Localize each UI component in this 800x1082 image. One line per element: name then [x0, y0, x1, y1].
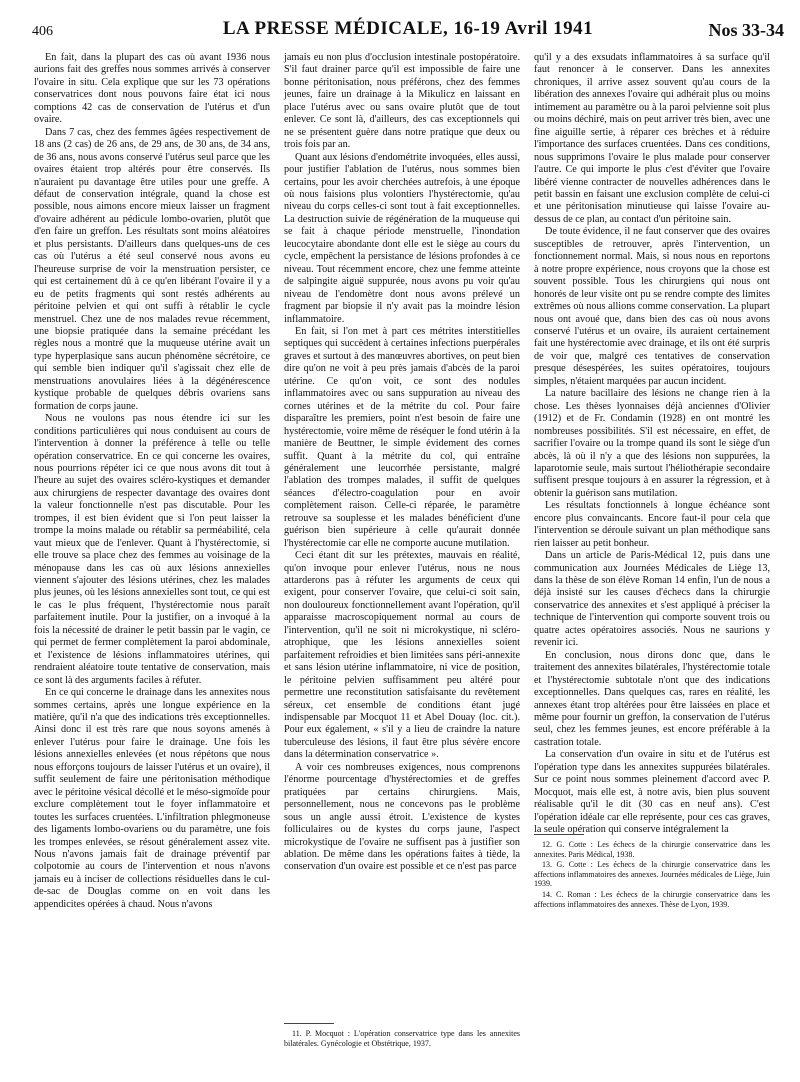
page-number: 406 — [32, 24, 53, 39]
issue-numbers: Nos 33-34 — [708, 20, 784, 40]
paragraph: En conclusion, nous dirons donc que, dans le traitement des annexites bilatérales, l'hystérectomie totale et l'hystérectomie subtotale n'ont que des indications exceptionnelles. Dans quelques cas, rares en réalité, les annexes étant trop altérées pour être laissées en place et même pour fournir un greffon, la conservation de l'utérus seul, chez les femmes jeunes, est encore préférable à la castration totale. — [534, 649, 770, 748]
paragraph: En ce qui concerne le drainage dans les annexites nous sommes certains, après une longue expérience en la matière, qu'il n'a que des indications très exceptionnelles. Ainsi donc il est très rare que nous soyons amenés à enlever l'utérus pour faire le drainage. Une fois les lésions annexielles enlevées (et nous répétons que nous nous efforçons toujours de laisser l'utérus et un ovaire), il suffit seulement de faire une péritonisation méthodique avec le péritoine vésical décollé et le méso-sigmoïde pour exclure complètement tout le foyer inflammatoire et toutes les surfaces cruentées. L'infiltration phlegmoneuse des ligaments lombo-ovariens ou du paramètre, une fois les trompes enlevées, se résout généralement assez vite. Nous n'avons jamais fait de drainage préventif par colpotomie au cours de l'intervention et nous n'avons jamais eu à inciser de collections résiduelles dans le cul-de-sac de Douglas comme on en voit dans les appendicites opérées à chaud. Nous n'avons — [34, 687, 270, 910]
text-column-3 — [534, 52, 770, 1072]
paragraph: A voir ces nombreuses exigences, nous comprenons l'énorme pourcentage d'hystérectomies et de greffes pratiquées par certains chirurgiens. Mais, personnellement, nous ne concevons pas le problème sous un angle aussi étroit. L'existence de kystes folliculaires ou de kystes du corps jaune, l'aspect microkystique de l'ovaire ne suffisent pas à justifier son ablation. De même dans les opérations faites à tiède, la conservation d'un ovaire est possible et ce n'est pas parce — [284, 761, 520, 873]
paragraph: Ceci étant dit sur les prétextes, mauvais en réalité, qu'on invoque pour enlever l'utérus, nous ne nous attarderons pas à réfuter les arguments de ceux qui exigent, pour conserver l'ovaire, que celui-ci soit sain, non douloureux fonctionnellement avant l'opération, qu'il apparaisse macroscopiquement normal au cours de l'intervention, qu'il ne soit ni microkystique, ni scléro-atrophique, que les lésions annexielles soient parfaitement refroidies et bien limitées sans péri-annexite et sans lésion utérine inflammatoire, ni vice de position, le péritoine pelvien suffisamment peu altéré pour permettre une reconstitution satisfaisante du revêtement séreux, cet ensemble de conditions étant jugé indispensable par Mocquot 11 et Abel Douay (loc. cit.). Pour eux également, « s'il y a lieu de craindre la nature tuberculeuse des lésions, il faut être plus sévère encore dans la détermination conservatrice ». — [284, 550, 520, 761]
journal-title: LA PRESSE MÉDICALE, 16-19 Avril 1941 — [222, 18, 594, 39]
paragraph: En fait, si l'on met à part ces métrites interstitielles septiques qui succèdent à certaines infections puerpérales graves et surtout à des manœuvres abortives, on peut bien dire qu'on ne voit à peu près jamais d'abcès de la paroi utérine. Ce qu'on voit, ce sont des nodules inflammatoires avec ou sans suppuration au niveau des cornes utérines et de la métrite du col. Pour faire disparaître les premiers, point n'est besoin de faire une hystérectomie, voire même de réséquer le fond utérin à la manière de Beuttner, le simple évidement des cornes suffit. Quant à la métrite du col, qui entraîne généralement une leucorrhée persistante, malgré l'ablation des trompes malades, il suffit de quelques séances d'électro-coagulation pour en avoir complètement raison. Celle-ci réparée, le paramètre retrouve sa souplesse et les malades bénéficient d'une guérison bien supérieure à celle qu'aurait donnée l'hystérectomie car elle ne comporte aucune mutilation. — [284, 325, 520, 549]
paragraph: Nous ne voulons pas nous étendre ici sur les conditions particulières qui nous conduisent au cours de l'intervention à donner la préférence à telle ou telle opération conservatrice. En ce qui concerne les ovaires, nous pourrions répéter ici ce que nous avons dit tout à l'heure au sujet des ovaires scléro-kystiques et demander aux chirurgiens de respecter davantage des ovaires dont la valeur fonctionnelle n'est pas discutable. Pour les trompes, il est bien évident que si l'on peut laisser la trompe la moins malade ou rétablir sa perméabilité, cela vaut mieux que de l'enlever. Quant à l'hystérectomie, si elle trouve sa place chez des femmes au voisinage de la ménopause dans les cas où aux lésions annexielles viennent s'ajouter des lésions utérines, chez les malades plus jeunes, où les lésions annexielles sont tout, ce qui est le cas le plus fréquent, l'hystérectomie nous paraît parfaitement inutile. Pour la justifier, on a invoqué à la fois la nécessité de drainer le petit bassin par le vagin, ce qui permet de fermer complètement la paroi abdominale, et l'existence de lésions inflammatoires utérines, qui rendraient aléatoire toute tentative de conservation, mais ce sont là des arguments faciles à réfuter. — [34, 413, 270, 686]
paragraph: qu'il y a des exsudats inflammatoires à sa surface qu'il faut renoncer à le conserver. Dans les annexites chroniques, il arrive assez souvent qu'au cours de la libération des annexes l'ovaire qui adhérait plus ou moins intimement au paramètre ou à la paroi pelvienne soit plus ou moins déchiré, mais on peut arriver très bien, avec une fine aiguille sertie, à réparer ces brèches et à réduire l'importance des surfaces cruentées. Dans ces conditions, nous supprimons l'ovaire le plus malade pour conserver l'autre. Ce qui importe le plus c'est d'éviter que l'ovaire libéré vienne contracter de nouvelles adhérences dans le petit bassin en faisant une exclusion complète de celui-ci et une péritonisation minutieuse qui laisse l'ovaire au-dessus de ce plan, au contact d'un péritoine sain. — [534, 52, 770, 225]
footnotes-column-3 — [534, 834, 770, 910]
paragraph: Quant aux lésions d'endométrite invoquées, elles aussi, pour justifier l'ablation de l'utérus, nous sommes bien certains, pour les avoir cherchées autrefois, à une époque où nous faisions plus volontiers l'hystérectomie, qu'au niveau du corps celles-ci sont tout à fait exceptionnelles. La destruction suivie de régénération de la muqueuse qui se fait à chaque période menstruelle, l'inondation leucocytaire abondante dont elle est le siège au cours du cycle, empêchent la persistance de lésions profondes à ce niveau. Tout récemment encore, chez une femme atteinte de salpingite aiguë suppurée, nous avons pu voir qu'au niveau de l'endomètre dont nous avons prélevé un fragment par biopsie il n'y avait pas la moindre lésion inflammatoire. — [284, 151, 520, 325]
paragraph: jamais eu non plus d'occlusion intestinale postopératoire. S'il faut drainer parce qu'il est impossible de faire une bonne péritonisation, nous préférons, chez des femmes jeunes, faire un drainage à la Mikulicz en laissant en place l'utérus avec ou sans ovaire plutôt que de tout enlever. Ce sont là, d'ailleurs, des cas exceptionnels qui ne se présentent guère dans notre pratique que deux ou trois fois par an. — [284, 52, 520, 151]
paragraph: De toute évidence, il ne faut conserver que des ovaires susceptibles de retrouver, après l'intervention, un fonctionnement normal. Mais, si nous nous en reportons à notre propre expérience, nous croyons que la chose est souvent possible. Tous les chirurgiens qui nous ont honorés de leur visite ont pu se rendre compte des limites extrêmes où nous allions comme conservation. La plupart nous ont avoué que, dans bien des cas où nous avons conservé l'utérus et un ovaire, ils auraient certainement fait une hystérectomie avec drainage, et ils ont été surpris de voir que, malgré ces tentatives de conservation presque désespérées, les suites opératoires, toujours simples, n'étaient marquées par aucun incident. — [534, 226, 770, 387]
text-column-2 — [284, 52, 520, 1072]
footnote-rule — [534, 834, 584, 835]
footnote: 11. P. Mocquot : L'opération conservatrice type dans les annexites bilatérales. Gynécologie et Obstétrique, 1937. — [284, 1029, 520, 1048]
footnote: 12. G. Cotte : Les échecs de la chirurgie conservatrice dans les annexites. Paris Médical, 1938. — [534, 840, 770, 859]
footnote: 13. G. Cotte : Les échecs de la chirurgie conservatrice dans les affections inflammatoires des annexes. Journées médicales de Liège, Juin 1939. — [534, 860, 770, 889]
footnote-rule — [284, 1023, 334, 1024]
paragraph: Les résultats fonctionnels à longue échéance sont encore plus convaincants. Encore faut-il pour cela que l'intervention se déroule suivant un plan méthodique sans rien laisser au petit bonheur. — [534, 500, 770, 549]
page-header — [32, 14, 784, 42]
paragraph: La conservation d'un ovaire in situ et de l'utérus est l'opération type dans les annexites suppurées bilatérales. Sur ce point nous sommes pleinement d'accord avec P. Mocquot, mais elle est, à notre avis, bien plus souvent réalisable qu'il le dit (30 cas en neuf ans). C'est l'opération idéale car elle représente, pour ces cas graves, la seule opération qui conserve intégralement la — [534, 749, 770, 836]
footnotes-column-2 — [284, 1023, 520, 1049]
paragraph: Dans un article de Paris-Médical 12, puis dans une communication aux Journées Médicales de Liège 13, dans la thèse de son élève Roman 14 enfin, l'un de nous a déjà insisté sur les causes d'échecs dans la chirurgie conservatrice des annexites et s'est appliqué à préciser la technique de l'intervention qui comporte souvent trois ou quatre actes opératoires associés. Nous ne saurions y revenir ici. — [534, 550, 770, 649]
text-column-1 — [34, 52, 270, 1072]
paragraph: En fait, dans la plupart des cas où avant 1936 nous aurions fait des greffes nous sommes arrivés à conserver l'ovaire in situ. Cela explique que sur les 73 opérations conservatrices dont nous pouvons faire état ici nous comptions 42 cas de conservation de l'utérus et d'un ovaire. — [34, 52, 270, 126]
paragraph: Dans 7 cas, chez des femmes âgées respectivement de 18 ans (2 cas) de 26 ans, de 29 ans, de 30 ans, de 34 ans, de 36 ans, nous avons conservé l'utérus seul parce que les ovaires étaient trop altérés pour être conservés. Ils n'auraient pu davantage être utiles pour une greffe. A défaut de conservation intégrale, quand la chose est possible, nous aimons encore mieux laisser un fragment d'ovaire adhérent au pédicule lombo-ovarien, plutôt que d'en faire un greffon. Les résultats sont moins aléatoires et plus persistants. D'ailleurs dans quelques-uns de ces cas où l'utérus a été seul conservé nous avons eu l'heureuse surprise de voir la menstruation persister, ce qui est certainement dû à ce qu'en libérant l'ovaire il y a eu de petits fragments qui sont restés adhérents au péritoine pelvien et qui ont suffi à rétablir le cycle menstruel. Chez une de nos malades revue récemment, une biopsie pratiquée dans la semaine précédant les règles nous a montré que la muqueuse utérine avait un type hyperplasique sans aucun phénomène sécrétoire, ce qui semble bien indiquer qu'il s'agissait chez elle de menstruations anovulaires liées à la dégénérescence kystique probable de quelques débris ovariens sans formation de corps jaune. — [34, 126, 270, 412]
footnote: 14. C. Roman : Les échecs de la chirurgie conservatrice dans les affections inflammatoires des annexes. Thèse de Lyon, 1939. — [534, 889, 770, 909]
paragraph: La nature bacillaire des lésions ne change rien à la chose. Les thèses lyonnaises déjà anciennes d'Olivier (1912) et de Fr. Condamin (1928) en ont montré les nombreuses possibilités. S'il est nécessaire, en effet, de sacrifier l'ovaire ou la trompe quand ils sont le siège d'un abcès, là où il n'y a que des lésions non suppurées, la laparotomie seule, mais surtout l'héliothérapie secondaire suffisent presque toujours à en assurer la régression, et à obtenir la guérison sans mutilation. — [534, 388, 770, 499]
